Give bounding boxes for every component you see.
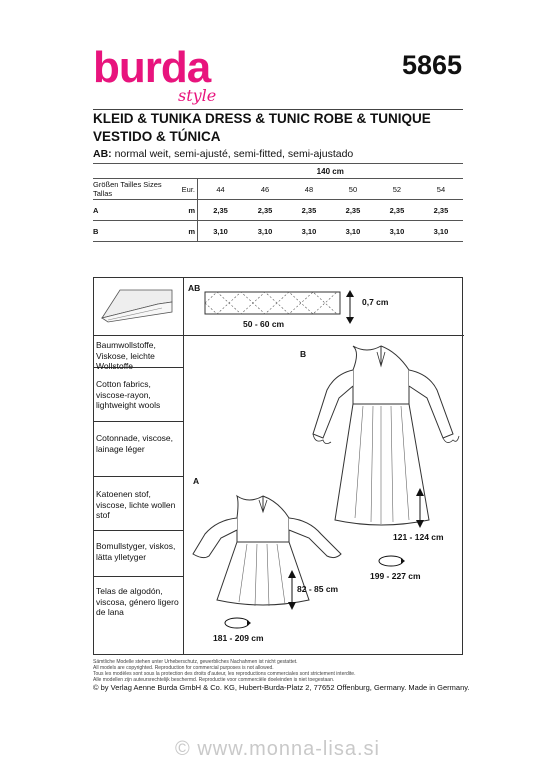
size-cell: 44 (198, 179, 244, 200)
tie-thickness: 0,7 cm (362, 297, 389, 307)
fabric-fr: Cotonnade, viscose, lainage léger (96, 433, 174, 454)
copyright-note: Alle modellen zijn auteursrechtelijk beschermd. Reproductie voor commerciële doeleinden is niet toegestaan. (93, 677, 335, 683)
hem-b: 199 - 227 cm (370, 571, 421, 581)
yardage-cell: 2,35 (419, 200, 463, 221)
pattern-number: 5865 (402, 50, 463, 80)
yardage-cell: 2,35 (243, 200, 287, 221)
fabric-width: 140 cm (198, 164, 464, 179)
brand-logo-subtitle: style (178, 86, 217, 105)
size-cell: 54 (419, 179, 463, 200)
fabric-en: Cotton fabrics, viscose-rayon, lightweight wools (96, 379, 161, 410)
row-label: A (93, 200, 169, 221)
yardage-cell: 3,10 (287, 221, 331, 242)
row-unit: m (169, 200, 198, 221)
size-table (93, 163, 463, 242)
fabric-swatch-icon (98, 282, 178, 328)
divider (93, 421, 183, 422)
view-label-b: B (300, 349, 307, 359)
yardage-cell: 3,10 (198, 221, 244, 242)
yardage-cell: 2,35 (198, 200, 244, 221)
copyright-note: All models are copyrighted. Reproduction for commercial purposes is not allowed. (93, 665, 274, 671)
size-cell: 46 (243, 179, 287, 200)
table-row (93, 179, 463, 200)
view-label-a: A (193, 476, 200, 486)
table-row (93, 164, 463, 179)
watermark: © www.monna-lisa.si (175, 738, 380, 760)
yardage-cell: 3,10 (375, 221, 419, 242)
table-row (93, 200, 463, 221)
size-cell: 50 (331, 179, 375, 200)
divider (93, 576, 183, 577)
copyright-note: Sämtliche Modelle stehen unter Urheberschutz, gewerbliches Nachahmen ist nicht gestattet. (93, 659, 298, 665)
column-divider (183, 277, 184, 655)
size-cell: 48 (287, 179, 331, 200)
copyright-note: Tous les modèles sont sous la protection des droits d'auteur, les reproductions commerciales sont strictement interdite. (93, 671, 356, 677)
fabric-de: Baumwollstoffe, Viskose, leichte Wollstoffe (96, 340, 156, 371)
yardage-cell: 3,10 (331, 221, 375, 242)
tie-piece-diagram (200, 286, 370, 336)
size-cell: 52 (375, 179, 419, 200)
length-b: 121 - 124 cm (393, 532, 444, 542)
fabric-es: Telas de algodón, viscosa, género ligero de lana (96, 586, 179, 617)
tie-width: 50 - 60 cm (243, 319, 285, 329)
fit-text: normal weit, semi-ajusté, semi-fitted, semi-ajustado (111, 148, 354, 160)
fabric-nl: Katoenen stof, viscose, lichte wollen stof (96, 489, 176, 520)
view-label-ab: AB (188, 283, 201, 293)
fit-code: AB: (93, 148, 112, 160)
tunic-a-diagram (185, 480, 355, 630)
size-header-label: Größen Tailles Sizes Tallas (93, 179, 169, 200)
size-header-unit: Eur. (169, 179, 198, 200)
yardage-cell: 2,35 (375, 200, 419, 221)
yardage-cell: 2,35 (331, 200, 375, 221)
publisher-line: © by Verlag Aenne Burda GmbH & Co. KG, Hubert-Burda-Platz 2, 77652 Offenburg, Germany. Made in Germany. (93, 683, 470, 692)
yardage-cell: 3,10 (419, 221, 463, 242)
fit-description (93, 148, 353, 160)
hem-circumference-icon (221, 614, 257, 632)
pattern-title: KLEID & TUNIKA DRESS & TUNIC ROBE & TUNIQUE VESTIDO & TÚNICA (93, 111, 431, 144)
hem-circumference-icon (375, 552, 411, 570)
hem-a: 181 - 209 cm (213, 633, 264, 643)
fabric-sv: Bomullstyger, viskos, lätta ylletyger (96, 541, 176, 562)
yardage-cell: 3,10 (243, 221, 287, 242)
table-row (93, 221, 463, 242)
length-arrow-b (410, 484, 430, 532)
brand-logo: burda (93, 43, 211, 92)
row-unit: m (169, 221, 198, 242)
divider (93, 530, 183, 531)
length-a: 82 - 85 cm (297, 584, 339, 594)
yardage-cell: 2,35 (287, 200, 331, 221)
row-label: B (93, 221, 169, 242)
divider (93, 476, 183, 477)
